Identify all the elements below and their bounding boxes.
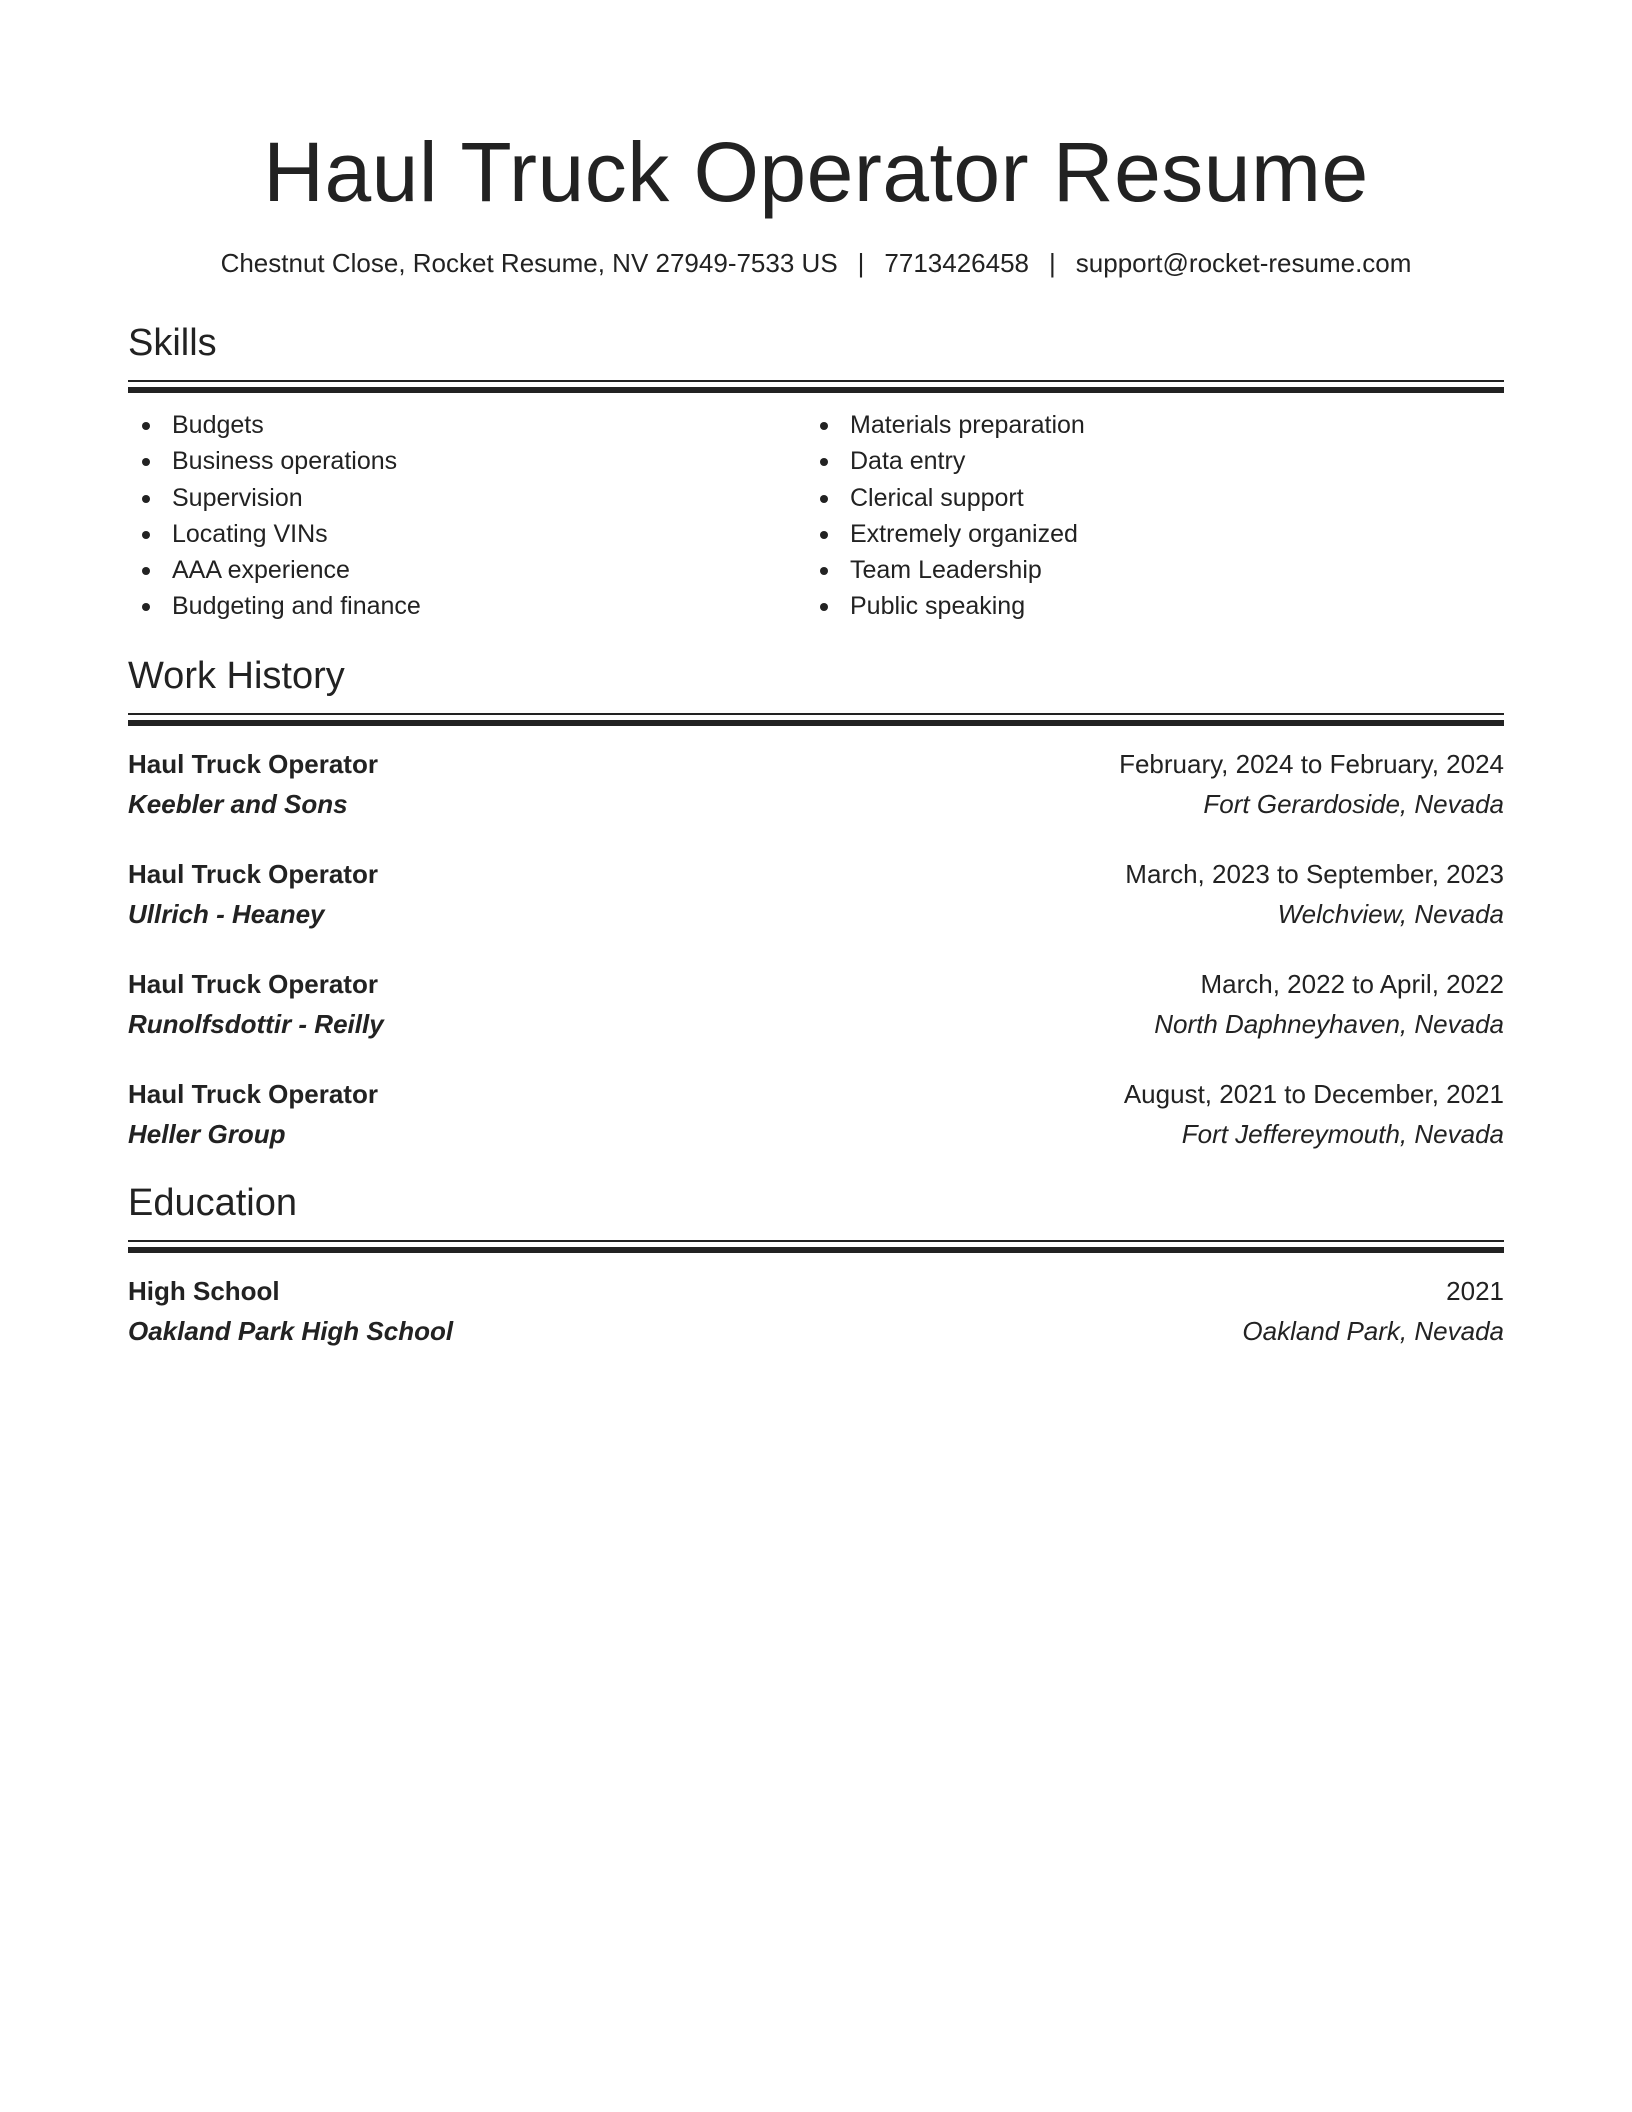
skill-label: Budgets <box>172 411 264 439</box>
education-location: Oakland Park, Nevada <box>1242 1315 1504 1346</box>
job-location: Fort Jeffereymouth, Nevada <box>1181 1118 1504 1149</box>
bullet-icon <box>820 458 828 466</box>
bullet-icon <box>820 567 828 575</box>
bullet-icon <box>142 531 150 539</box>
skill-item <box>128 407 806 443</box>
contact-email: support@rocket-resume.com <box>1075 248 1412 278</box>
job-entry <box>128 744 1504 824</box>
bullet-icon <box>142 495 150 503</box>
skill-item <box>128 443 806 479</box>
job-company: Runolfsdottir - Reilly <box>128 1008 384 1039</box>
contact-separator: | <box>857 248 865 278</box>
skill-label: Data entry <box>850 447 966 476</box>
job-location: North Daphneyhaven, Nevada <box>1154 1008 1504 1039</box>
skill-label: Locating VINs <box>172 519 328 548</box>
skills-list-left <box>128 407 806 625</box>
skill-item <box>806 588 1484 624</box>
contact-address: Chestnut Close, Rocket Resume, NV 27949-7533 US <box>220 248 838 278</box>
skill-label: AAA experience <box>172 556 350 585</box>
section-divider-thick <box>128 720 1504 726</box>
skill-item <box>806 407 1484 443</box>
job-title: Haul Truck Operator <box>128 748 378 779</box>
skill-item <box>806 552 1484 588</box>
contact-separator: | <box>1049 248 1056 278</box>
education-entry <box>128 1271 1504 1351</box>
resume-title: Haul Truck Operator Resume <box>263 125 1369 219</box>
skill-label: Business operations <box>172 447 398 476</box>
job-dates: August, 2021 to December, 2021 <box>1123 1078 1504 1109</box>
skill-label: Extremely organized <box>850 519 1078 548</box>
job-title: Haul Truck Operator <box>128 968 378 999</box>
bullet-icon <box>820 531 828 539</box>
section-heading-education: Education <box>128 1181 298 1224</box>
job-company: Ullrich - Heaney <box>128 898 325 929</box>
skill-label: Public speaking <box>850 592 1026 621</box>
bullet-icon <box>820 422 828 430</box>
section-heading-skills: Skills <box>128 322 217 364</box>
education-section <box>128 1180 1504 1351</box>
skills-columns <box>128 407 1504 625</box>
education-school: Oakland Park High School <box>128 1315 454 1346</box>
section-divider-thick <box>128 387 1504 393</box>
job-title: Haul Truck Operator <box>128 858 378 889</box>
job-location: Welchview, Nevada <box>1277 898 1504 929</box>
bullet-icon <box>142 422 150 430</box>
resume-page <box>128 0 1504 1351</box>
skill-label: Team Leadership <box>850 556 1042 585</box>
skill-item <box>806 480 1484 516</box>
skill-item <box>128 552 806 588</box>
job-entry <box>128 964 1504 1044</box>
skill-item <box>128 480 806 516</box>
job-dates: March, 2022 to April, 2022 <box>1200 968 1504 999</box>
skill-item <box>806 516 1484 552</box>
contact-phone: 7713426458 <box>884 248 1030 278</box>
section-divider <box>128 713 1504 715</box>
job-company: Heller Group <box>128 1118 286 1149</box>
skill-item <box>128 516 806 552</box>
section-divider <box>128 1240 1504 1242</box>
contact-line <box>128 246 1504 280</box>
job-location: Fort Gerardoside, Nevada <box>1203 788 1504 819</box>
skill-label: Clerical support <box>850 483 1024 512</box>
bullet-icon <box>820 495 828 503</box>
skills-section <box>128 320 1504 625</box>
bullet-icon <box>142 603 150 611</box>
job-dates: February, 2024 to February, 2024 <box>1119 748 1504 779</box>
bullet-icon <box>820 603 828 611</box>
skill-label: Budgeting and finance <box>172 592 421 621</box>
bullet-icon <box>142 458 150 466</box>
section-divider <box>128 380 1504 382</box>
skill-item <box>128 588 806 624</box>
job-dates: March, 2023 to September, 2023 <box>1125 858 1504 889</box>
job-title: Haul Truck Operator <box>128 1078 378 1109</box>
job-entry <box>128 1074 1504 1154</box>
skill-item <box>806 443 1484 479</box>
skill-label: Materials preparation <box>850 411 1085 439</box>
work-history-section <box>128 653 1504 1154</box>
skill-label: Supervision <box>172 483 303 512</box>
skills-list-right <box>806 407 1484 625</box>
bullet-icon <box>142 567 150 575</box>
education-degree: High School <box>128 1275 280 1306</box>
job-company: Keebler and Sons <box>128 788 348 819</box>
section-divider-thick <box>128 1247 1504 1253</box>
section-heading-work-history: Work History <box>128 654 345 697</box>
education-year: 2021 <box>1446 1275 1504 1306</box>
job-entry <box>128 854 1504 934</box>
